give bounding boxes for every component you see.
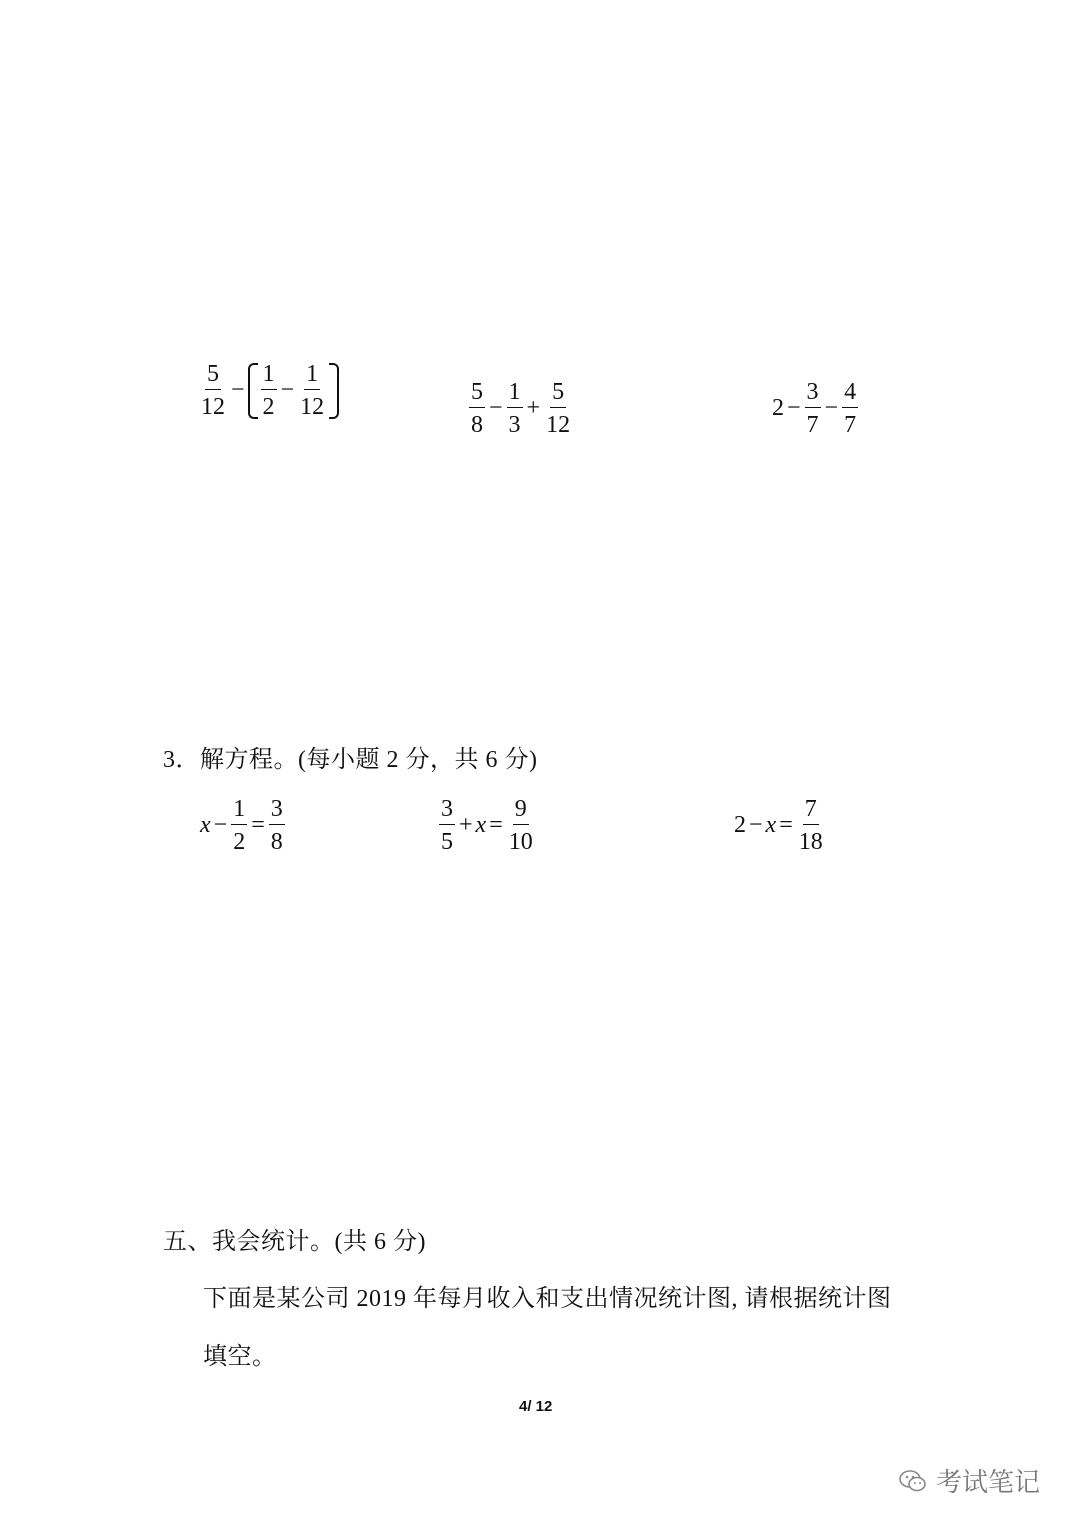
- watermark: [898, 1462, 1040, 1499]
- equation-2: $\frac{3}{5}$ + x = $\frac{9}{10}$: [441, 796, 533, 855]
- left-paren: [248, 363, 258, 419]
- fraction: $\frac{4}{7}$: [844, 379, 857, 438]
- question-3-title: 3．解方程。(每小题 2 分，共 6 分): [163, 747, 538, 773]
- expression-1: $\frac{5}{12}$ − $\frac{1}{2}$ − $\frac{1}{12}$: [198, 362, 339, 419]
- fraction: $\frac{5}{12}$: [546, 379, 571, 438]
- fraction: $\frac{3}{7}$: [806, 379, 819, 438]
- watermark-text: 考试笔记: [936, 1468, 1041, 1498]
- equation-1: x − $\frac{1}{2}$ = $\frac{3}{8}$: [200, 796, 283, 855]
- section-5-paragraph-line-1: 下面是某公司 2019 年每月收入和支出情况统计图, 请根据统计图: [203, 1286, 892, 1312]
- fraction: $\frac{7}{18}$: [798, 796, 823, 855]
- right-paren: [329, 363, 339, 419]
- fraction: $\frac{5}{8}$: [471, 379, 483, 438]
- fraction: $\frac{1}{3}$: [508, 379, 521, 438]
- wechat-icon: [898, 1466, 928, 1496]
- section-5-title: 五、我会统计。(共 6 分): [163, 1229, 426, 1255]
- fraction: $\frac{1}{2}$: [262, 361, 275, 420]
- fraction: $\frac{1}{12}$: [300, 361, 325, 420]
- section-5-paragraph-line-2: 填空。: [203, 1344, 277, 1370]
- page-number: 4/ 12: [519, 1398, 553, 1415]
- fraction: $\frac{9}{10}$: [508, 796, 533, 855]
- fraction: $\frac{3}{5}$: [441, 796, 453, 855]
- fraction: $\frac{1}{2}$: [233, 796, 246, 855]
- equation-3: 2 − x = $\frac{7}{18}$: [734, 796, 823, 855]
- fraction: $\frac{3}{8}$: [270, 796, 283, 855]
- expression-3: 2 − $\frac{3}{7}$ − $\frac{4}{7}$: [772, 379, 857, 438]
- expression-2: $\frac{5}{8}$ − $\frac{1}{3}$ + $\frac{5}{12}$: [471, 379, 571, 438]
- fraction: $\frac{5}{12}$: [201, 361, 225, 420]
